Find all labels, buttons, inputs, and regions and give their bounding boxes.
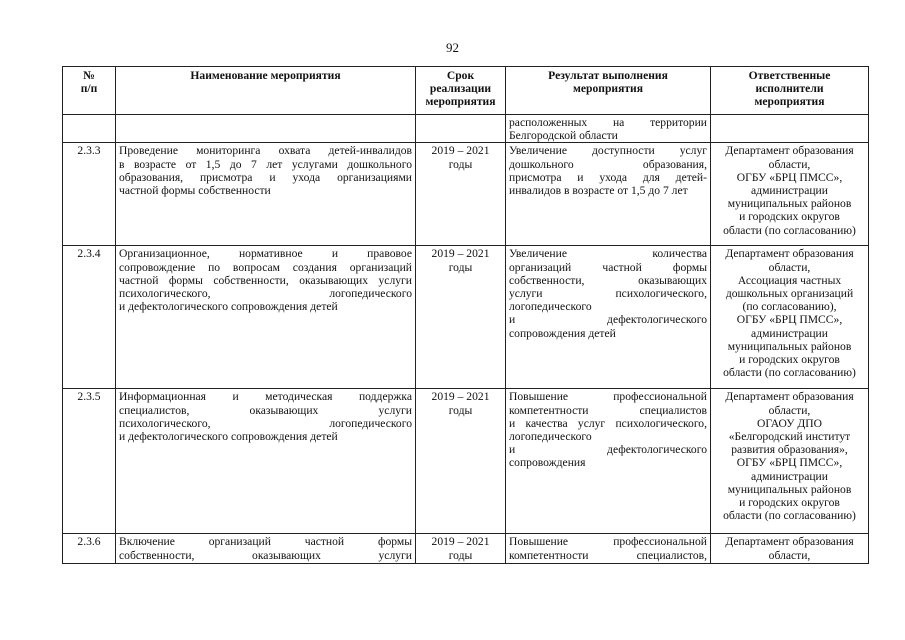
- row-responsible-line: ОГБУ «БРЦ ПМСС»,: [736, 456, 843, 470]
- table-row: [63, 246, 869, 389]
- row-responsible-line: ОГБУ «БРЦ ПМСС»,: [736, 170, 843, 184]
- row-name-line: и дефектологического сопровождения детей: [119, 300, 338, 314]
- row-term-line: годы: [448, 403, 473, 417]
- row-name-line: специалистов, оказывающих услуги: [119, 403, 412, 417]
- row-responsible-line: муниципальных районов: [727, 339, 852, 353]
- table-row: [63, 143, 869, 246]
- row-term-line: 2019 – 2021: [431, 247, 490, 261]
- header-name: Наименование мероприятия: [116, 67, 416, 115]
- table-row: [63, 115, 869, 143]
- row-term-line: годы: [448, 157, 473, 171]
- row-result-line: Белгородской области: [509, 129, 618, 143]
- page-number: 92: [446, 40, 459, 55]
- row-name: [116, 534, 416, 564]
- header-responsible: Ответственные исполнители мероприятия: [711, 67, 869, 115]
- row-responsible: [711, 389, 869, 534]
- row-responsible-line: области (по согласованию): [723, 509, 856, 523]
- row-responsible-line: области,: [768, 157, 811, 171]
- row-name-line: Проведение мониторинга охвата детей-инвалидов: [119, 144, 412, 158]
- row-name-line: в возрасте от 1,5 до 7 лет услугами дошкольного: [119, 157, 412, 171]
- row-responsible-line: Департамент образования: [725, 144, 854, 158]
- row-responsible-line: и городских округов: [739, 353, 840, 367]
- row-responsible: [711, 534, 869, 564]
- row-responsible-line: администрации: [751, 469, 828, 483]
- table-header-row: [63, 67, 869, 115]
- row-responsible-line: и городских округов: [739, 210, 840, 224]
- row-responsible-line: области (по согласованию): [723, 366, 856, 380]
- row-result-line: компетентности специалистов,: [509, 548, 707, 562]
- row-result-line: Повышение профессиональной: [509, 535, 707, 549]
- row-name-line: Включение организаций частной формы: [119, 535, 412, 549]
- row-responsible-line: (по согласованию),: [742, 300, 837, 314]
- row-result: [506, 246, 711, 389]
- row-term-line: 2019 – 2021: [431, 390, 490, 404]
- row-responsible-line: муниципальных районов: [727, 482, 852, 496]
- row-result-line: компетентности специалистов: [509, 403, 707, 417]
- row-name: [116, 115, 416, 143]
- row-responsible-line: Департамент образования: [725, 535, 854, 549]
- row-responsible: [711, 143, 869, 246]
- row-term-line: годы: [448, 548, 473, 562]
- row-result-line: расположенных на территории: [509, 116, 707, 129]
- row-name-line: образования, присмотра и ухода организациями: [119, 170, 412, 184]
- row-number: 2.3.5: [63, 389, 116, 534]
- row-result: [506, 143, 711, 246]
- row-responsible-line: администрации: [751, 326, 828, 340]
- row-result-line: инвалидов в возрасте от 1,5 до 7 лет: [509, 184, 688, 198]
- row-result-line: дошкольного образования,: [509, 157, 707, 171]
- row-result-line: Увеличение доступности услуг: [509, 144, 707, 158]
- row-result-line: Повышение профессиональной: [509, 390, 707, 404]
- row-result-line: услуги психологического,: [509, 287, 707, 301]
- row-name: [116, 389, 416, 534]
- row-responsible: [711, 115, 869, 143]
- row-responsible-line: муниципальных районов: [727, 197, 852, 211]
- row-responsible-line: области,: [768, 548, 811, 562]
- measures-table: [62, 66, 869, 564]
- row-result: [506, 534, 711, 564]
- row-result-line: логопедического: [509, 430, 592, 444]
- row-name-line: частной формы собственности, оказывающих услуги: [119, 273, 412, 287]
- row-responsible-line: Ассоциация частных: [737, 273, 842, 287]
- row-responsible-line: ОГАОУ ДПО: [756, 416, 823, 430]
- row-name-line: психологического, логопедического: [119, 287, 412, 301]
- row-responsible-line: области,: [768, 403, 811, 417]
- row-term: [416, 389, 506, 534]
- row-result-line: организаций частной формы: [509, 260, 707, 274]
- row-term-line: 2019 – 2021: [431, 535, 490, 549]
- row-responsible-line: области,: [768, 260, 811, 274]
- header-number: № п/п: [63, 67, 116, 115]
- row-term: [416, 115, 506, 143]
- row-result-line: и дефектологического: [509, 313, 707, 327]
- row-number: 2.3.3: [63, 143, 116, 246]
- row-result-line: Увеличение количества: [509, 247, 707, 261]
- row-number: 2.3.6: [63, 534, 116, 564]
- header-result: Результат выполнения мероприятия: [506, 67, 711, 115]
- row-responsible-line: Департамент образования: [725, 247, 854, 261]
- row-term-line: 2019 – 2021: [431, 144, 490, 158]
- row-result-line: и качества услуг психологического,: [509, 416, 707, 430]
- row-responsible-line: развития образования»,: [731, 443, 848, 457]
- row-term: [416, 246, 506, 389]
- row-responsible-line: дошкольных организаций: [725, 287, 854, 301]
- row-responsible-line: и городских округов: [739, 496, 840, 510]
- row-result: [506, 389, 711, 534]
- row-term: [416, 143, 506, 246]
- row-name-line: собственности, оказывающих услуги: [119, 548, 412, 562]
- row-result-line: собственности, оказывающих: [509, 273, 707, 287]
- row-responsible: [711, 246, 869, 389]
- table-row: [63, 389, 869, 534]
- row-name: [116, 143, 416, 246]
- row-result-line: и дефектологического: [509, 443, 707, 457]
- row-term: [416, 534, 506, 564]
- row-name-line: Организационное, нормативное и правовое: [119, 247, 412, 261]
- header-term: Срок реализации мероприятия: [416, 67, 506, 115]
- row-name-line: психологического, логопедического: [119, 416, 412, 430]
- row-result-line: логопедического: [509, 300, 592, 314]
- row-responsible-line: области (по согласованию): [723, 223, 856, 237]
- row-name-line: Информационная и методическая поддержка: [119, 390, 412, 404]
- row-term-line: годы: [448, 260, 473, 274]
- row-name-line: сопровождение по вопросам создания организаций: [119, 260, 412, 274]
- row-responsible-line: Департамент образования: [725, 390, 854, 404]
- row-result-line: сопровождения детей: [509, 326, 616, 340]
- row-number: 2.3.4: [63, 246, 116, 389]
- row-number: [63, 115, 116, 143]
- row-result-line: сопровождения: [509, 456, 586, 470]
- row-result-line: присмотра и ухода для детей-: [509, 170, 707, 184]
- row-result: [506, 115, 711, 143]
- row-responsible-line: администрации: [751, 184, 828, 198]
- row-name: [116, 246, 416, 389]
- row-name-line: и дефектологического сопровождения детей: [119, 430, 338, 444]
- row-responsible-line: ОГБУ «БРЦ ПМСС»,: [736, 313, 843, 327]
- row-responsible-line: «Белгородский институт: [728, 430, 851, 444]
- row-name-line: частной формы собственности: [119, 184, 271, 198]
- table-row: [63, 534, 869, 564]
